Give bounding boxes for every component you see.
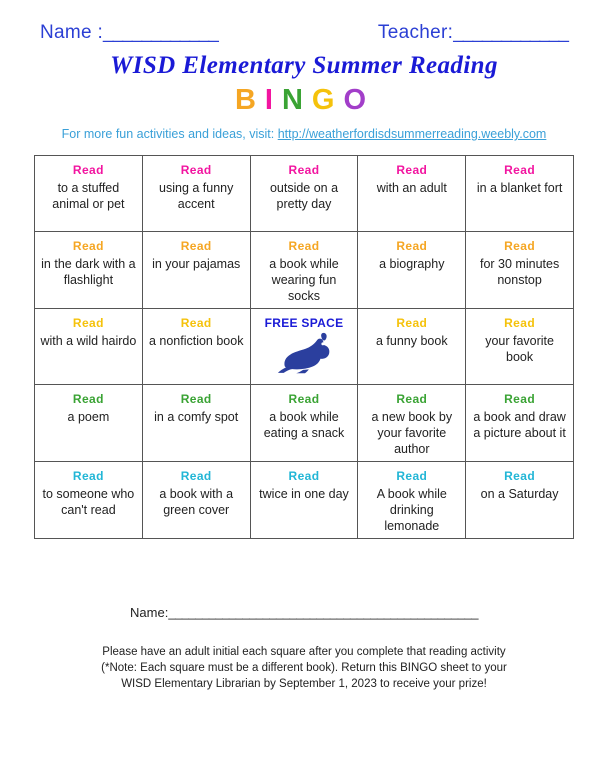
cell-text: in your pajamas xyxy=(152,257,241,271)
cell-read-label: Read xyxy=(180,316,212,330)
bingo-row-3 xyxy=(35,309,574,385)
bingo-cell[interactable] xyxy=(35,385,143,462)
bingo-cell[interactable] xyxy=(35,156,143,232)
bingo-cell[interactable] xyxy=(358,462,466,539)
cell-read-label: Read xyxy=(72,392,104,406)
name-teacher-row xyxy=(34,18,574,44)
cell-text: a poem xyxy=(67,410,110,424)
cell-read-label: Read xyxy=(180,239,212,253)
bingo-cell[interactable] xyxy=(250,385,358,462)
bingo-cell[interactable] xyxy=(466,462,574,539)
cell-read-label: Read xyxy=(396,392,428,406)
bingo-cell[interactable] xyxy=(142,232,250,309)
bingo-row-1 xyxy=(35,156,574,232)
cell-read-label: Read xyxy=(504,316,536,330)
cell-read-label: Read xyxy=(396,239,428,253)
cell-text: outside on a pretty day xyxy=(269,181,339,211)
footer-name-blank: ______________________________________________ xyxy=(168,605,478,620)
bingo-cell[interactable] xyxy=(358,156,466,232)
cell-text: a new book by your favorite author xyxy=(371,410,453,456)
teacher-name-blank: ____________ xyxy=(453,22,568,43)
bingo-cell[interactable] xyxy=(142,462,250,539)
bingo-letter-g: G xyxy=(311,84,342,116)
bingo-cell[interactable] xyxy=(466,309,574,385)
cell-read-label: Read xyxy=(396,163,428,177)
bingo-cell[interactable] xyxy=(35,232,143,309)
cell-text: your favorite book xyxy=(485,334,554,364)
bingo-cell-free-space[interactable] xyxy=(250,309,358,385)
bingo-cell[interactable] xyxy=(466,156,574,232)
cell-text: in the dark with a flashlight xyxy=(41,257,136,287)
cell-text: on a Saturday xyxy=(480,487,559,501)
bingo-row-4 xyxy=(35,385,574,462)
cell-text: with a wild hairdo xyxy=(40,334,137,348)
footer-note-line-2: (*Note: Each square must be a different book). Return this BINGO sheet to your xyxy=(101,662,507,675)
free-space-label: FREE SPACE xyxy=(264,316,344,330)
cell-text: a book with a green cover xyxy=(159,487,234,517)
cell-read-label: Read xyxy=(72,163,104,177)
bingo-cell[interactable] xyxy=(358,309,466,385)
cell-read-label: Read xyxy=(396,316,428,330)
bingo-cell[interactable] xyxy=(466,232,574,309)
bingo-cell[interactable] xyxy=(142,156,250,232)
teacher-name-label: Teacher: xyxy=(377,22,454,43)
cell-read-label: Read xyxy=(288,392,320,406)
bingo-cell[interactable] xyxy=(358,385,466,462)
bingo-cell[interactable] xyxy=(142,385,250,462)
bingo-cell[interactable] xyxy=(250,462,358,539)
bingo-cell[interactable] xyxy=(250,232,358,309)
footer-note xyxy=(34,644,574,692)
bingo-cell[interactable] xyxy=(35,462,143,539)
cell-read-label: Read xyxy=(396,469,428,483)
cell-text: a biography xyxy=(379,257,445,271)
footer-note-line-3: WISD Elementary Librarian by September 1, 2023 to receive your prize! xyxy=(121,678,487,691)
bingo-letter-n: N xyxy=(281,84,310,116)
bingo-wordmark xyxy=(34,84,574,117)
bingo-row-2 xyxy=(35,232,574,309)
bingo-cell[interactable] xyxy=(358,232,466,309)
cell-text: a nonfiction book xyxy=(148,334,244,348)
student-name-blank: ____________ xyxy=(103,22,218,43)
subtitle-text: For more fun activities and ideas, visit: xyxy=(61,127,278,141)
bingo-cell[interactable] xyxy=(250,156,358,232)
cell-text: A book while drinking lemonade xyxy=(376,487,447,533)
cell-read-label: Read xyxy=(504,239,536,253)
cell-text: using a funny accent xyxy=(159,181,234,211)
bingo-letter-i: I xyxy=(264,84,280,116)
cell-read-label: Read xyxy=(504,392,536,406)
bingo-cell[interactable] xyxy=(142,309,250,385)
page-title: WISD Elementary Summer Reading xyxy=(110,52,498,79)
cell-text: a book while eating a snack xyxy=(263,410,345,440)
cell-text: to a stuffed animal or pet xyxy=(52,181,125,211)
cell-read-label: Read xyxy=(288,469,320,483)
bingo-cell[interactable] xyxy=(35,309,143,385)
footer-name-label: Name: xyxy=(130,605,169,620)
cell-text: a book while wearing fun socks xyxy=(269,257,339,303)
student-name-field[interactable] xyxy=(40,22,218,44)
kangaroo-mascot-icon xyxy=(275,332,333,374)
cell-read-label: Read xyxy=(288,163,320,177)
cell-read-label: Read xyxy=(180,163,212,177)
bingo-letter-o: O xyxy=(343,84,374,116)
cell-read-label: Read xyxy=(72,316,104,330)
cell-text: in a blanket fort xyxy=(476,181,563,195)
bingo-letter-b: B xyxy=(234,84,263,116)
cell-read-label: Read xyxy=(504,469,536,483)
cell-text: twice in one day xyxy=(259,487,349,501)
cell-read-label: Read xyxy=(180,469,212,483)
cell-read-label: Read xyxy=(180,392,212,406)
cell-read-label: Read xyxy=(72,239,104,253)
bingo-grid xyxy=(34,155,574,539)
bingo-row-5 xyxy=(35,462,574,539)
cell-read-label: Read xyxy=(504,163,536,177)
subtitle xyxy=(34,127,574,141)
cell-text: for 30 minutes nonstop xyxy=(479,257,560,287)
cell-text: with an adult xyxy=(376,181,447,195)
cell-text: in a comfy spot xyxy=(154,410,239,424)
teacher-name-field[interactable] xyxy=(378,22,568,44)
student-name-label: Name : xyxy=(40,22,104,43)
cell-read-label: Read xyxy=(72,469,104,483)
footer-note-line-1: Please have an adult initial each square after you complete that reading activity xyxy=(102,646,506,658)
bingo-cell[interactable] xyxy=(466,385,574,462)
cell-read-label: Read xyxy=(288,239,320,253)
cell-text: a book and draw a picture about it xyxy=(473,410,566,440)
cell-text: a funny book xyxy=(375,334,448,348)
weebly-link[interactable]: http://weatherfordisdsummerreading.weebly.com xyxy=(277,127,547,141)
cell-text: to someone who can't read xyxy=(42,487,135,517)
footer-name-field[interactable] xyxy=(34,605,574,620)
